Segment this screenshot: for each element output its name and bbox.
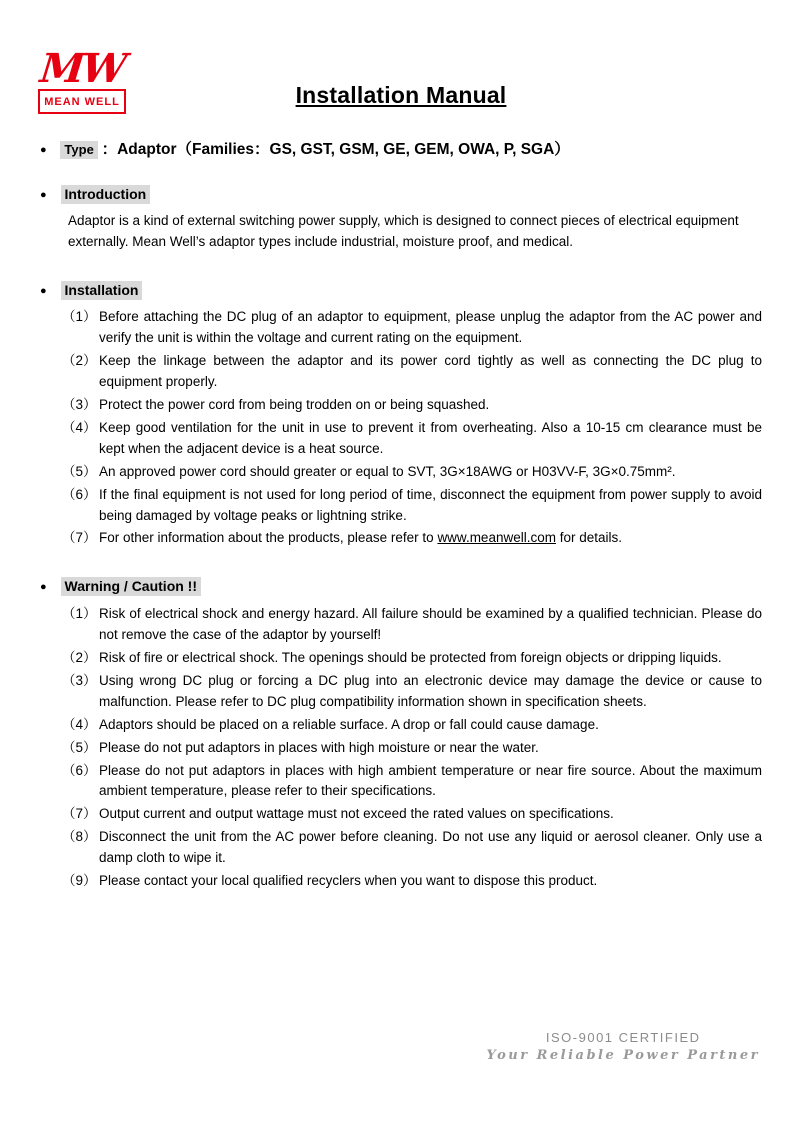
item-number: （5） (62, 739, 97, 755)
introduction-body: Adaptor is a kind of external switching power supply, which is designed to connect pieces of electrical equipment externally. Mean Well’s adaptor types include industrial, moisture proof, and medical. (68, 212, 739, 249)
list-item (62, 485, 762, 527)
item-text: Using wrong DC plug or forcing a DC plug into an electronic device may damage the device or cause to malfunction. Please refer to DC plug compatibility information shown in specification sheets. (99, 672, 762, 709)
type-label: Type (60, 141, 97, 159)
type-row (40, 138, 762, 162)
bullet-icon: ● (40, 581, 47, 594)
list-item (62, 761, 762, 803)
section-heading-installation (40, 280, 762, 302)
list-item (62, 827, 762, 869)
item-number: （7） (62, 806, 97, 822)
item-text-prefix: For other information about the products, please refer to (99, 530, 438, 546)
footer (486, 1030, 760, 1063)
section-heading-text: Warning / Caution !! (61, 577, 201, 596)
list-item (62, 351, 762, 393)
item-text: Adaptors should be placed on a reliable surface. A drop or fall could cause damage. (99, 716, 599, 732)
item-number: （3） (62, 396, 97, 412)
document-title: Installation Manual (295, 82, 507, 108)
item-text (99, 528, 762, 549)
item-number: （6） (62, 762, 97, 778)
list-item (62, 418, 762, 460)
item-text: An approved power cord should greater or equal to SVT, 3G×18AWG or H03VV-F, 3G×0.75mm². (99, 463, 676, 479)
meanwell-website-link[interactable]: www.meanwell.com (437, 530, 556, 546)
section-heading-introduction (40, 184, 762, 206)
item-number: （6） (62, 486, 97, 502)
item-number: （1） (62, 309, 97, 325)
item-text: If the final equipment is not used for long period of time, disconnect the equipment from power supply to avoid being damaged by voltage peaks or lightning strike. (99, 486, 762, 523)
item-number: （2） (62, 649, 97, 665)
brand-name-text: MEAN WELL (44, 96, 120, 108)
item-text: Please contact your local qualified recyclers when you want to dispose this product. (99, 873, 598, 889)
list-item (62, 462, 762, 483)
section-heading-text: Installation (61, 281, 143, 300)
item-number: （1） (62, 606, 97, 622)
bullet-icon: ● (40, 284, 47, 297)
item-text: Before attaching the DC plug of an adaptor to equipment, please unplug the adaptor from the AC power and verify the unit is within the voltage and current rating on the equipment. (99, 309, 762, 346)
list-item (62, 648, 762, 669)
item-number: （5） (62, 463, 97, 479)
section-installation (40, 280, 762, 550)
item-number: （3） (62, 672, 97, 688)
list-item (62, 307, 762, 349)
item-text: Risk of fire or electrical shock. The openings should be protected from foreign objects or dripping liquids. (99, 649, 722, 665)
list-item (62, 871, 762, 892)
item-text-suffix: for details. (555, 530, 623, 546)
mw-monogram-icon: MW (37, 45, 127, 92)
iso-certification-text: ISO-9001 CERTIFIED (545, 1030, 701, 1045)
list-item (62, 804, 762, 825)
item-text: Protect the power cord from being trodden on or being squashed. (99, 396, 490, 412)
list-item (62, 738, 762, 759)
installation-list (62, 307, 762, 549)
document-content (40, 138, 762, 919)
item-text: Keep good ventilation for the unit in use to prevent it from overheating. Also a 10-15 cm clearance must be kept when the adjacent device is a heat source. (99, 419, 762, 456)
item-text: Please do not put adaptors in places with high moisture or near the water. (99, 739, 539, 755)
item-number: （2） (62, 353, 97, 369)
item-number: （7） (62, 530, 97, 546)
bullet-icon: ● (40, 144, 47, 156)
type-value: ：Adaptor（Families：GS, GST, GSM, GE, GEM, OWA, P, SGA） (101, 141, 570, 158)
item-number: （9） (62, 873, 97, 889)
list-item (62, 671, 762, 713)
list-item (62, 528, 762, 549)
warning-list (62, 604, 762, 892)
item-text: Output current and output wattage must not exceed the rated values on specifications. (99, 806, 614, 822)
section-introduction (40, 184, 762, 253)
item-number: （4） (62, 716, 97, 732)
section-heading-warning (40, 576, 762, 598)
section-heading-text: Introduction (61, 185, 151, 204)
item-number: （8） (62, 829, 97, 845)
section-warning (40, 576, 762, 892)
list-item (62, 715, 762, 736)
list-item (62, 604, 762, 646)
item-text: Disconnect the unit from the AC power before cleaning. Do not use any liquid or aerosol cleaner. Only use a damp cloth to wipe it. (99, 829, 762, 866)
list-item (62, 395, 762, 416)
item-number: （4） (62, 419, 97, 435)
item-text: Please do not put adaptors in places with high ambient temperature or near fire source. About the maximum ambient temperature, please refer to their specifications. (99, 762, 762, 799)
footer-slogan: Your Reliable Power Partner (486, 1048, 760, 1063)
item-text: Keep the linkage between the adaptor and its power cord tightly as well as connecting the DC plug to equipment properly. (99, 353, 762, 389)
bullet-icon: ● (40, 189, 47, 202)
item-text: Risk of electrical shock and energy hazard. All failure should be examined by a qualified technician. Please do not remove the case of the adaptor by yourself! (99, 606, 762, 642)
